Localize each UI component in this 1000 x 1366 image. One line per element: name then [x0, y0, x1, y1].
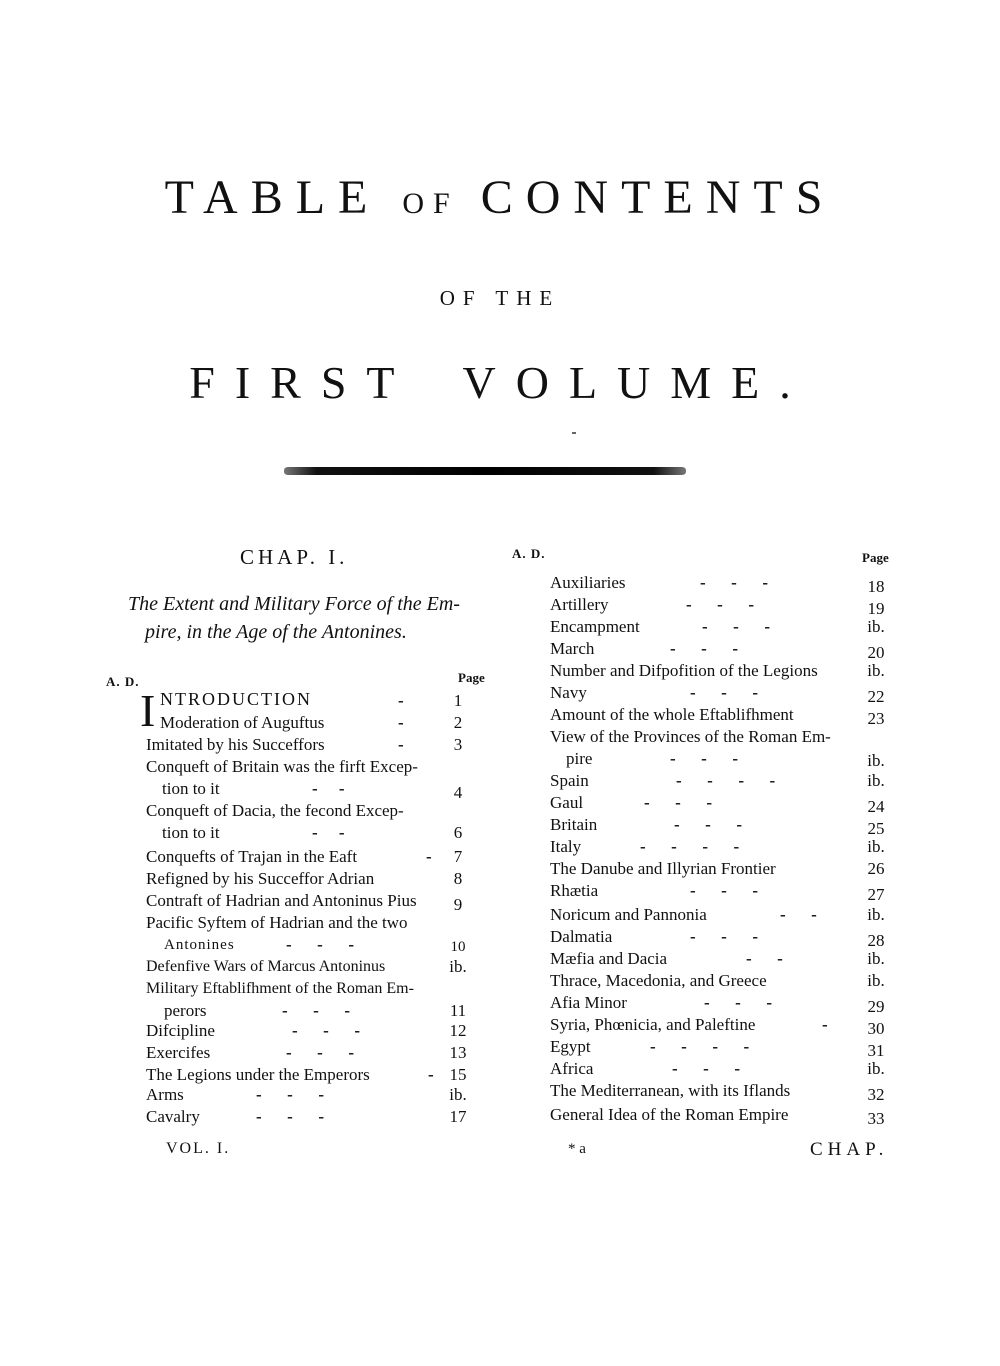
toc-page-number: 18: [867, 577, 885, 596]
toc-page-number: ib.: [867, 1059, 885, 1078]
toc-entry-text: pire: [566, 749, 593, 768]
toc-page-number: 2: [453, 713, 463, 732]
toc-entry-text: Difcipline: [146, 1021, 215, 1040]
toc-page-number: 7: [453, 847, 463, 866]
toc-entry-text: Cavalry: [146, 1107, 200, 1126]
toc-entry-text: Contraft of Hadrian and Antoninus Pius: [146, 891, 417, 910]
leader-dashes: - - -: [286, 1043, 354, 1062]
toc-page-number: 29: [867, 997, 885, 1016]
toc-entry-text: Conqueft of Britain was the firft Excep-: [146, 757, 418, 776]
print-speck: [572, 432, 576, 434]
toc-page-number: 3: [453, 735, 463, 754]
toc-entry-text: Afia Minor: [550, 993, 627, 1012]
toc-entry-text: perors: [164, 1001, 207, 1020]
toc-entry: [550, 992, 900, 1014]
leader-dashes: -: [822, 1015, 828, 1034]
title-word-volume: VOLUME.: [462, 357, 811, 408]
toc-entry-text: NTRODUCTION: [160, 689, 312, 709]
leader-dashes: - - -: [670, 639, 738, 658]
toc-entry: [146, 1084, 496, 1106]
decorative-rule: [284, 467, 686, 475]
toc-entry-text: tion to it: [162, 779, 220, 798]
toc-entry: [550, 1058, 900, 1080]
catchword: CHAP.: [810, 1139, 889, 1160]
right-ad-header: A. D.: [512, 546, 546, 561]
toc-entry: [146, 934, 496, 956]
toc-entry: [146, 956, 496, 978]
toc-entry: [550, 948, 900, 970]
toc-page-number: 30: [867, 1019, 885, 1038]
toc-entry-text: Syria, Phœnicia, and Paleftine: [550, 1015, 756, 1034]
toc-entry-text: Britain: [550, 815, 598, 834]
toc-entry: [550, 858, 900, 880]
toc-entry: [146, 756, 496, 778]
toc-page-number: 33: [867, 1109, 885, 1128]
leader-dashes: - - - -: [650, 1037, 750, 1056]
toc-entry-text: Gaul: [550, 793, 584, 812]
toc-entry: [550, 970, 900, 992]
toc-page-number: ib.: [449, 957, 467, 976]
toc-entry-text: Defenfive Wars of Marcus Antoninus: [146, 958, 386, 975]
leader-dashes: - - -: [704, 993, 772, 1012]
toc-entry-text: View of the Provinces of the Roman Em-: [550, 727, 831, 746]
toc-entry-text: Pacific Syftem of Hadrian and the two: [146, 913, 408, 932]
title-line-1: [0, 170, 1000, 225]
toc-page-number: 31: [867, 1041, 885, 1060]
toc-entry: [146, 734, 496, 756]
toc-page-number: 17: [449, 1107, 467, 1126]
toc-entry: [146, 912, 496, 934]
toc-entry: [550, 616, 900, 638]
toc-page-number: 13: [449, 1043, 467, 1062]
toc-page-number: 25: [867, 819, 885, 838]
toc-page-number: 10: [450, 939, 466, 955]
toc-page-number: 23: [867, 709, 885, 728]
toc-entry-text: Encampment: [550, 617, 640, 636]
toc-page-number: 1: [453, 691, 463, 710]
leader-dashes: - -: [312, 779, 345, 798]
toc-entry: [550, 880, 900, 902]
title-line-2: OF THE: [439, 286, 561, 310]
leader-dashes: - - -: [700, 573, 768, 592]
toc-entry: [550, 836, 900, 858]
leader-dashes: - -: [780, 905, 817, 924]
toc-page-number: 26: [867, 859, 885, 878]
leader-dashes: - - -: [690, 927, 758, 946]
leader-dashes: - - -: [690, 683, 758, 702]
toc-entry-text: The Mediterranean, with its Iflands: [550, 1081, 791, 1100]
leader-dashes: - - -: [256, 1107, 324, 1126]
toc-entry-text: Arms: [146, 1085, 184, 1104]
title-word-of: OF: [402, 187, 459, 220]
toc-entry: [146, 868, 496, 890]
toc-entry-text: Number and Difpofition of the Legions: [550, 661, 818, 680]
chapter-title-line-2: pire, in the Age of the Antonines.: [145, 621, 407, 643]
leader-dashes: - - -: [674, 815, 742, 834]
toc-page-number: 9: [453, 895, 463, 914]
chapter-title-line-1: The Extent and Military Force of the Em-: [128, 593, 460, 615]
toc-page-number: ib.: [867, 661, 885, 680]
leader-dashes: - - - -: [640, 837, 740, 856]
toc-entry-text: Mæfia and Dacia: [550, 949, 668, 968]
toc-entry: [146, 778, 496, 800]
toc-page-number: 20: [867, 643, 885, 662]
toc-entry: [146, 846, 496, 868]
left-ad-header: A. D.: [106, 674, 140, 689]
toc-entry: [550, 572, 900, 594]
toc-entry: [146, 978, 496, 1000]
leader-dashes: - -: [746, 949, 783, 968]
toc-page-number: 15: [449, 1065, 467, 1084]
toc-page-number: ib.: [867, 971, 885, 990]
toc-page-number: ib.: [867, 837, 885, 856]
toc-page-number: 27: [867, 885, 885, 904]
toc-entry: [146, 1042, 496, 1064]
signature-mark: * a: [568, 1141, 586, 1157]
volume-footer: VOL. I.: [166, 1140, 231, 1157]
toc-entry-text: Dalmatia: [550, 927, 613, 946]
toc-entry-text: The Legions under the Emperors: [146, 1065, 370, 1084]
toc-entry: [550, 726, 900, 748]
leader-dashes: -: [398, 735, 404, 754]
chapter-title: [128, 590, 473, 646]
toc-page-number: 28: [867, 931, 885, 950]
toc-entry-text: March: [550, 639, 595, 658]
toc-page-number: ib.: [449, 1085, 467, 1104]
toc-entry-text: Africa: [550, 1059, 594, 1078]
title-line-3: [0, 356, 1000, 409]
left-page-header: Page: [458, 670, 485, 685]
toc-entry-text: Navy: [550, 683, 587, 702]
toc-entry: [550, 1104, 900, 1126]
toc-page-number: 24: [867, 797, 885, 816]
toc-entry: [550, 748, 900, 770]
leader-dashes: -: [426, 847, 432, 866]
toc-entry: [550, 704, 900, 726]
toc-page-number: ib.: [867, 949, 885, 968]
toc-entry: [550, 926, 900, 948]
toc-entry-text: Spain: [550, 771, 589, 790]
toc-entry: [146, 712, 496, 734]
toc-entry-text: Imitated by his Succeffors: [146, 735, 325, 754]
toc-entry-text: Conquefts of Trajan in the Eaft: [146, 847, 358, 866]
toc-entry-text: Auxiliaries: [550, 573, 626, 592]
toc-entry-text: Italy: [550, 837, 582, 856]
leader-dashes: -: [398, 713, 404, 732]
toc-entry: [146, 822, 496, 844]
leader-dashes: - - -: [686, 595, 754, 614]
title-word-contents: CONTENTS: [480, 171, 836, 224]
toc-entry-text: Exercifes: [146, 1043, 211, 1062]
toc-entry: [146, 890, 496, 912]
drop-cap: I: [140, 685, 156, 736]
title-word-first: FIRST: [189, 357, 415, 408]
leader-dashes: - - -: [690, 881, 758, 900]
toc-entry-text: Moderation of Auguftus: [160, 713, 325, 732]
leader-dashes: - - -: [670, 749, 738, 768]
toc-page-number: 32: [867, 1085, 885, 1104]
toc-entry-text: Conqueft of Dacia, the fecond Excep-: [146, 801, 404, 820]
leader-dashes: - - -: [282, 1001, 350, 1020]
leader-dashes: - - -: [672, 1059, 740, 1078]
toc-entry: [550, 638, 900, 660]
toc-page-number: 4: [453, 783, 463, 802]
toc-entry: [146, 1064, 496, 1086]
toc-entry: [550, 904, 900, 926]
leader-dashes: - - -: [702, 617, 770, 636]
toc-entry: [146, 1106, 496, 1128]
toc-entry-text: tion to it: [162, 823, 220, 842]
leader-dashes: -: [428, 1065, 434, 1084]
leader-dashes: - -: [312, 823, 345, 842]
toc-page-number: ib.: [867, 751, 885, 770]
title-word-table: TABLE: [164, 171, 381, 224]
toc-entry: [550, 1036, 900, 1058]
toc-entry-text: Amount of the whole Eftablifhment: [550, 705, 794, 724]
toc-entry: [550, 1014, 900, 1036]
toc-page-number: 19: [867, 599, 885, 618]
right-page-header: Page: [862, 550, 889, 565]
toc-entry-text: Military Eftablifhment of the Roman Em-: [146, 980, 414, 997]
toc-entry: [550, 594, 900, 616]
chapter-heading: CHAP. I.: [240, 545, 349, 569]
toc-page-number: ib.: [867, 771, 885, 790]
toc-entry-text: Artillery: [550, 595, 609, 614]
toc-entry-text: Antonines: [164, 937, 235, 953]
leader-dashes: - - -: [286, 935, 354, 954]
toc-page-number: 11: [449, 1001, 467, 1020]
leader-dashes: -: [398, 691, 404, 710]
leader-dashes: - - -: [644, 793, 712, 812]
toc-page-number: 22: [867, 687, 885, 706]
toc-page-number: 8: [453, 869, 463, 888]
toc-entry: [550, 682, 900, 704]
leader-dashes: - - -: [292, 1021, 360, 1040]
toc-entry-text: Noricum and Pannonia: [550, 905, 707, 924]
leader-dashes: - - - -: [676, 771, 776, 790]
leader-dashes: - - -: [256, 1085, 324, 1104]
toc-page-number: 6: [453, 823, 463, 842]
toc-entry-text: Thrace, Macedonia, and Greece: [550, 971, 767, 990]
toc-entry: [550, 1080, 900, 1102]
toc-entry: [146, 1020, 496, 1042]
toc-entry: [550, 770, 900, 792]
toc-entry-text: Egypt: [550, 1037, 591, 1056]
toc-entry: [550, 814, 900, 836]
toc-page-number: ib.: [867, 617, 885, 636]
toc-entry-text: Refigned by his Succeffor Adrian: [146, 869, 375, 888]
toc-page-number: ib.: [867, 905, 885, 924]
toc-entry-text: General Idea of the Roman Empire: [550, 1105, 789, 1124]
toc-entry-text: Rhætia: [550, 881, 599, 900]
toc-entry: [550, 660, 900, 682]
toc-entry-text: The Danube and Illyrian Frontier: [550, 859, 776, 878]
toc-entry: [146, 1000, 496, 1022]
toc-entry: [146, 800, 496, 822]
toc-entry: [550, 792, 900, 814]
toc-page-number: 12: [449, 1021, 467, 1040]
